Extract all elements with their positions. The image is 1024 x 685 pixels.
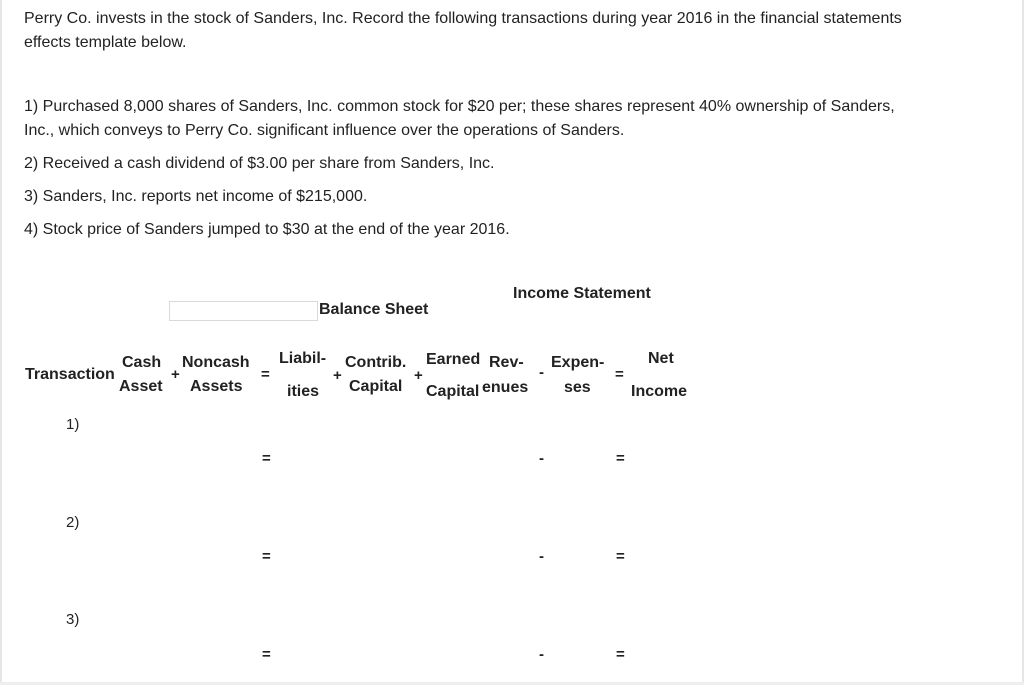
row-1-equals-net: =: [616, 450, 625, 467]
transaction-item-4: 4) Stock price of Sanders jumped to $30 at the end of the year 2016.: [24, 221, 510, 238]
equals-operator: =: [615, 366, 624, 383]
transaction-item-1: 1) Purchased 8,000 shares of Sanders, Inc. common stock for $20 per; these shares represent 40% ownership of Sanders,: [24, 98, 895, 115]
header-liabilities: Liabil-: [279, 350, 327, 367]
header-expenses-cont: ses: [564, 379, 591, 396]
row-label-2: 2): [66, 514, 80, 531]
header-noncash-assets: Assets: [190, 378, 243, 395]
row-2-minus: -: [539, 548, 544, 565]
row-3-equals: =: [262, 646, 271, 663]
header-expenses: Expen-: [551, 354, 605, 371]
row-1-minus: -: [539, 450, 544, 467]
row-2-equals-net: =: [616, 548, 625, 565]
header-contributed-capital: Capital: [349, 378, 403, 395]
header-transaction: Transaction: [25, 366, 115, 383]
header-noncash: Noncash: [182, 354, 250, 371]
income-statement-title: Income Statement: [513, 285, 651, 302]
header-earned-capital: Capital: [426, 383, 480, 400]
plus-operator: +: [333, 367, 342, 384]
header-revenues-cont: enues: [482, 379, 529, 396]
transaction-item-2: 2) Received a cash dividend of $3.00 per share from Sanders, Inc.: [24, 155, 495, 172]
balance-sheet-title-box: [169, 301, 318, 321]
row-3-minus: -: [539, 646, 544, 663]
transaction-item-3: 3) Sanders, Inc. reports net income of $215,000.: [24, 188, 368, 205]
header-liabilities-cont: ities: [287, 383, 320, 400]
intro-text-continued: effects template below.: [24, 34, 187, 51]
row-2-equals: =: [262, 548, 271, 565]
intro-text: Perry Co. invests in the stock of Sanders, Inc. Record the following transactions during year 2016 in the financial statements: [24, 10, 902, 27]
left-border: [0, 0, 2, 685]
balance-sheet-title: Balance Sheet: [319, 301, 429, 318]
transaction-item-1-continued: Inc., which conveys to Perry Co. significant influence over the operations of Sanders.: [24, 122, 625, 139]
row-3-equals-net: =: [616, 646, 625, 663]
plus-operator: +: [414, 367, 423, 384]
header-net: Net: [648, 350, 674, 367]
header-earned: Earned: [426, 351, 481, 368]
equals-operator: =: [261, 366, 270, 383]
header-cash: Cash: [122, 354, 162, 371]
row-1-equals: =: [262, 450, 271, 467]
minus-operator: -: [539, 364, 544, 381]
header-contributed: Contrib.: [345, 354, 407, 371]
header-cash-asset: Asset: [119, 378, 163, 395]
header-revenues: Rev-: [489, 354, 524, 371]
row-label-3: 3): [66, 611, 80, 628]
row-label-1: 1): [66, 416, 80, 433]
plus-operator: +: [171, 366, 180, 383]
header-net-income: Income: [631, 383, 688, 400]
